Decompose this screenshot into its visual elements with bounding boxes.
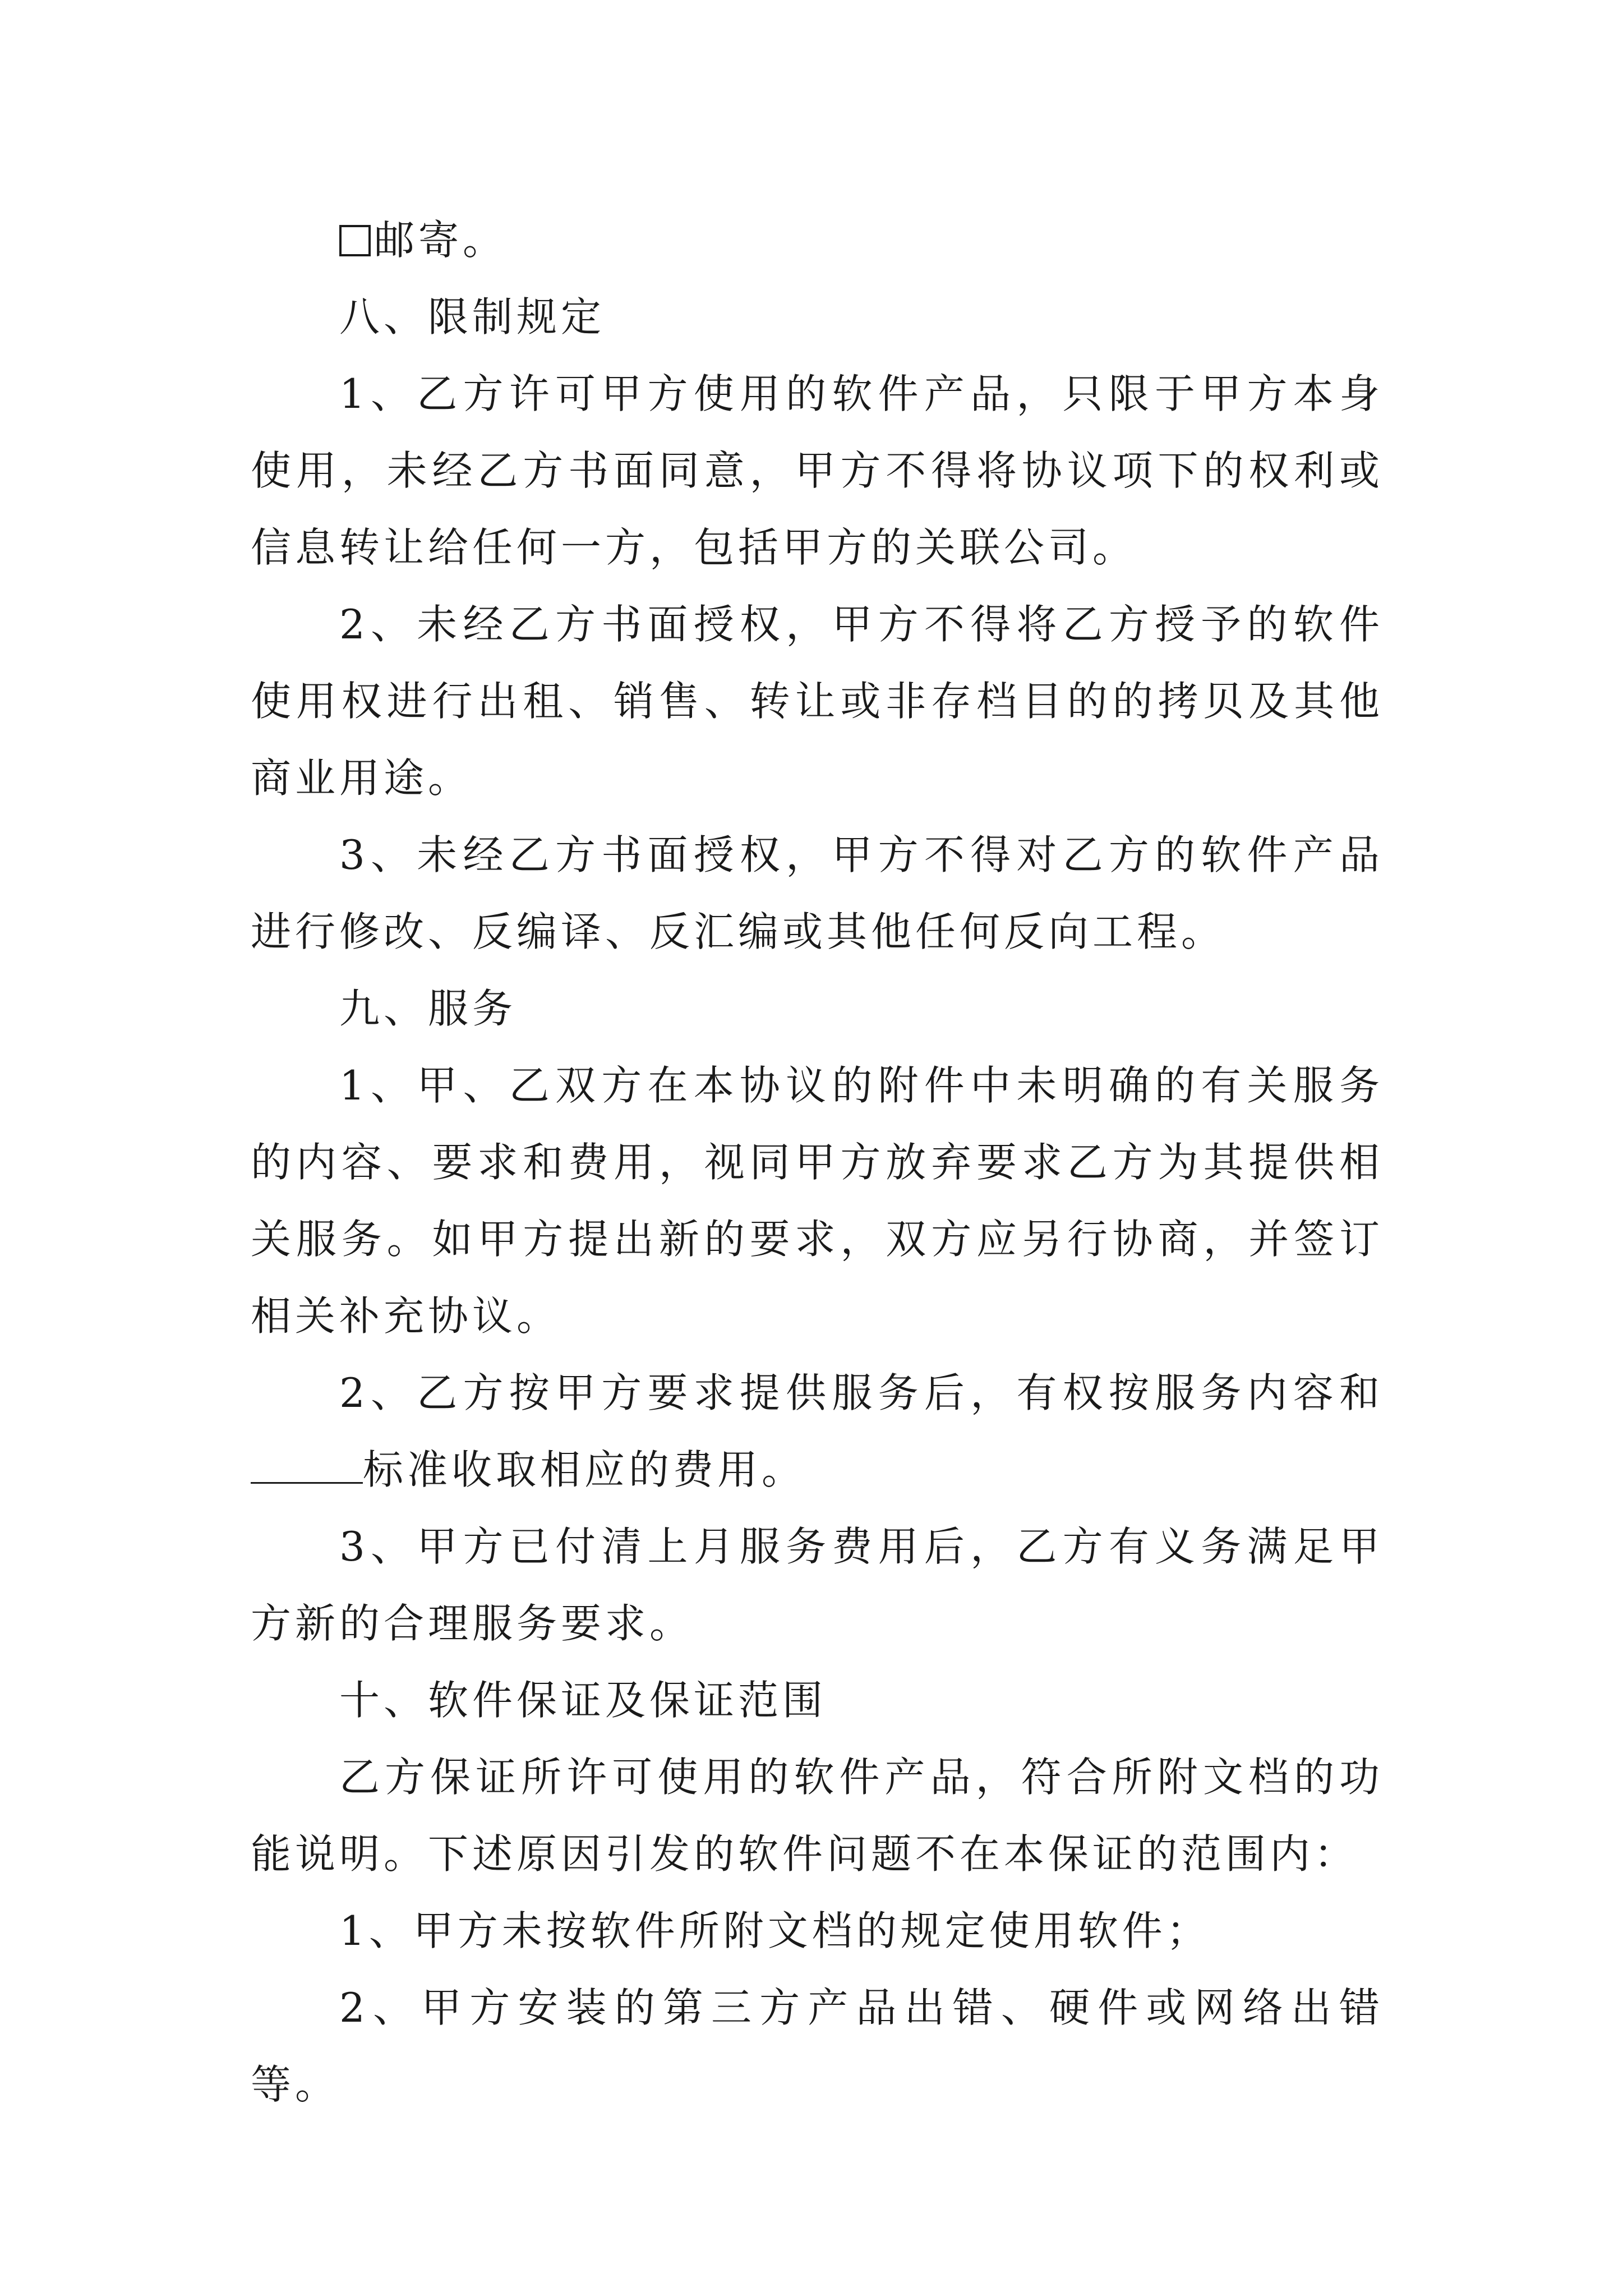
mail-option-line (251, 202, 1384, 279)
empty-checkbox-icon[interactable] (339, 225, 371, 256)
section-9-item-2-text-before-blank: 2、乙方按甲方要求提供服务后，有权按服务内容和 (339, 1369, 1384, 1416)
section-10-item-1: 1、甲方未按软件所附文档的规定使用软件； (339, 1907, 1211, 1954)
mail-option-text: 邮寄。 (374, 217, 508, 264)
section-9-item-2-text-after-blank: 标准收取相应的费用。 (363, 1446, 806, 1493)
document-body (251, 202, 1384, 2123)
section-8-heading: 八、限制规定 (339, 293, 606, 341)
section-10-intro: 乙方保证所许可使用的软件产品，符合所附文档的功能说明。下述原因引发的软件问题不在本保证的范围内： (251, 1754, 1384, 1878)
fill-in-blank[interactable] (251, 1448, 363, 1484)
section-10-item-2: 2、甲方安装的第三方产品出错、硬件或网络出错等。 (251, 1984, 1384, 2108)
section-8-item-3: 3、未经乙方书面授权，甲方不得对乙方的软件产品进行修改、反编译、反汇编或其他任何反向工程。 (251, 831, 1384, 955)
section-8-item-2: 2、未经乙方书面授权，甲方不得将乙方授予的软件使用权进行出租、销售、转让或非存档目的的拷贝及其他商业用途。 (251, 601, 1384, 802)
section-10-heading: 十、软件保证及保证范围 (339, 1677, 827, 1724)
section-9-heading: 九、服务 (339, 985, 517, 1032)
section-9-item-2 (251, 1355, 1384, 1508)
section-8-item-1: 1、乙方许可甲方使用的软件产品，只限于甲方本身使用，未经乙方书面同意，甲方不得将协议项下的权利或信息转让给任何一方，包括甲方的关联公司。 (251, 370, 1384, 571)
section-9-item-3: 3、甲方已付清上月服务费用后，乙方有义务满足甲方新的合理服务要求。 (251, 1523, 1384, 1647)
section-9-item-1: 1、甲、乙双方在本协议的附件中未明确的有关服务的内容、要求和费用，视同甲方放弃要求乙方为其提供相关服务。如甲方提出新的要求，双方应另行协商，并签订相关补充协议。 (251, 1062, 1384, 1340)
